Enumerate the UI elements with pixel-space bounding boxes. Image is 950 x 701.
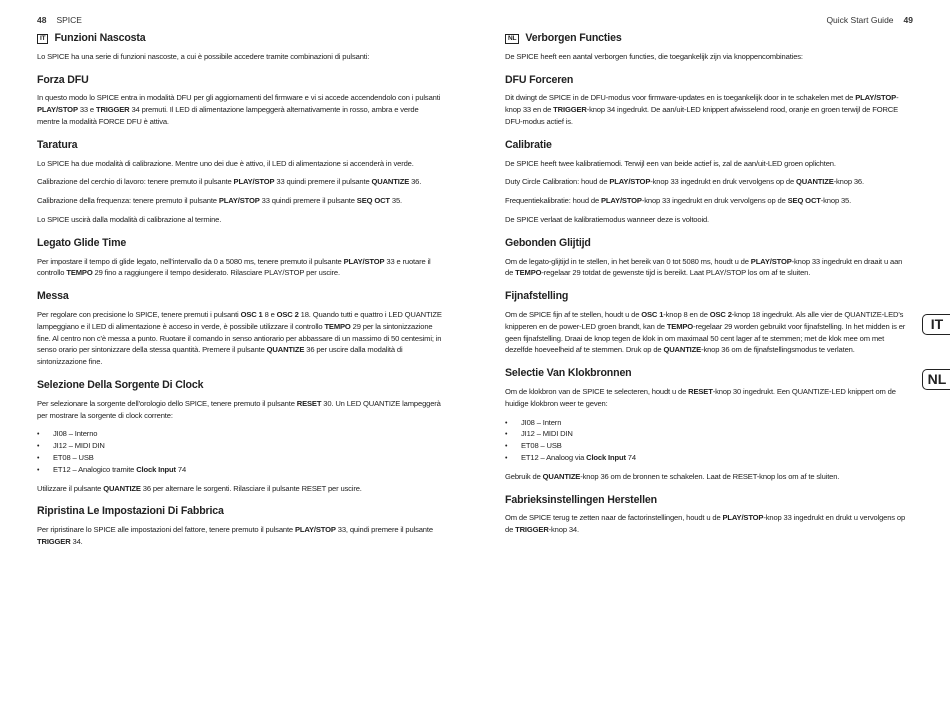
heading-klokbronnen: Selectie Van Klokbronnen: [505, 367, 632, 380]
paragraph: Duty Circle Calibration: houd de PLAY/STOP-knop 33 ingedrukt en druk vervolgens op de QUANTIZE-knop 36.: [505, 177, 864, 187]
paragraph: Om de SPICE terug te zetten naar de factorinstellingen, houdt u de PLAY/STOP-knop 33 ingedrukt en drukt u vervolgens op de TRIGGER-knop 34.: [505, 513, 906, 535]
language-tab-it[interactable]: IT: [922, 314, 950, 335]
heading-clock-source: Selezione Della Sorgente Di Clock: [37, 378, 204, 391]
page-number-right: 49: [903, 15, 913, 25]
heading-glijtijd: Gebonden Glijtijd: [505, 236, 591, 249]
paragraph: Per impostare il tempo di glide legato, nell'intervallo da 0 a 5080 ms, tenere premuto il pulsante PLAY/STOP 33 e ruotare il controllo TEMPO 29 fino a raggiungere il tempo desiderato. Rilasciare PLAY/STOP per uscire.: [37, 256, 431, 278]
heading-legato: Legato Glide Time: [37, 236, 127, 249]
heading-messa: Messa: [37, 290, 69, 303]
list-item: • ET08 – USB: [53, 452, 442, 464]
intro-paragraph: De SPICE heeft een aantal verborgen functies, die toegankelijk zijn via knoppencombinaties:: [505, 51, 803, 61]
paragraph: In questo modo lo SPICE entra in modalità DFU per gli aggiornamenti del firmware e vi si accede accendendolo con i pulsanti PLAY/STOP 33 e TRIGGER 34 premuti. Il LED di alimentazione lampeggerà alternativamente in rosso, ambra e verde mentre la modalità FORCE DFU è attiva.: [37, 93, 441, 126]
paragraph: Gebruik de QUANTIZE-knop 36 om de bronnen te schakelen. Laat de RESET-knop los om af te sluiten.: [505, 471, 840, 481]
paragraph: Calibrazione del cerchio di lavoro: tenere premuto il pulsante PLAY/STOP 33 quindi premere il pulsante QUANTIZE 36.: [37, 177, 422, 187]
heading-forza-dfu: Forza DFU: [37, 73, 89, 86]
paragraph: Lo SPICE ha due modalità di calibrazione. Mentre uno dei due è attivo, il LED di alimentazione si accenderà in verde.: [37, 158, 414, 168]
running-title-left: SPICE: [56, 15, 82, 25]
heading-fijnafstelling: Fijnafstelling: [505, 290, 569, 303]
running-head-left: [37, 15, 82, 25]
section-title: Funzioni Nascosta: [54, 32, 146, 44]
left-page-column: [37, 33, 442, 555]
paragraph: Om de legato-glijtijd in te stellen, in het bereik van 0 tot 5080 ms, houdt u de PLAY/STOP-knop 33 ingedrukt en draait u aan de TEMPO-regelaar 29 totdat de gewenste tijd is bereikt. Laat PLAY/STOP los om af te sluiten.: [505, 256, 903, 278]
running-title-right: Quick Start Guide: [826, 15, 894, 25]
intro-paragraph: Lo SPICE ha una serie di funzioni nascoste, a cui è possibile accedere tramite combinazioni di pulsanti:: [37, 51, 370, 61]
language-badge-nl: NL: [505, 34, 519, 44]
language-tab-nl[interactable]: NL: [922, 369, 950, 390]
heading-taratura: Taratura: [37, 138, 78, 151]
list-item: • JI08 – Interno: [53, 428, 442, 440]
list-item: • JI12 – MIDI DIN: [521, 428, 911, 440]
right-page-column: [505, 33, 911, 543]
heading-dfu: DFU Forceren: [505, 73, 574, 86]
list-item: • JI12 – MIDI DIN: [53, 440, 442, 452]
paragraph: Om de SPICE fijn af te stellen, houdt u de OSC 1-knop 8 en de OSC 2-knop 18 ingedrukt. Als alle vier de QUANTIZE-LED's knipperen en de power-LED groen brandt, kan de TEMPO-regelaar 29 worden gebruikt voor fijnafstelling. In het midden is er geen fijnafstelling. Draai de knop tegen de klok in om maximaal 50 cent lager af te stemmen; met de klok mee om met dezelfde hoeveelheid af te stemmen. Druk op de QUANTIZE-knop 36 om de fijnafstellingsmodus te verlaten.: [505, 309, 906, 355]
paragraph: Calibrazione della frequenza: tenere premuto il pulsante PLAY/STOP 33 quindi premere il pulsante SEQ OCT 35.: [37, 196, 403, 206]
paragraph: Lo SPICE uscirà dalla modalità di calibrazione al termine.: [37, 214, 222, 224]
section-title-row: [505, 33, 911, 45]
paragraph: De SPICE heeft twee kalibratiemodi. Terwijl een van beide actief is, zal de aan/uit-LED groen oplichten.: [505, 158, 836, 168]
list-item: • ET12 – Analoog via Clock Input 74: [521, 452, 911, 464]
paragraph: Om de klokbron van de SPICE te selecteren, houdt u de RESET-knop 30 ingedrukt. Een QUANTIZE-LED knippert om de huidige klokbron weer te geven:: [505, 386, 896, 408]
paragraph: Dit dwingt de SPICE in de DFU-modus voor firmware-updates en is toegankelijk door in te schakelen met de PLAY/STOP-knop 33 en de TRIGGER-knop 34 ingedrukt. De aan/uit-LED knippert afwisselend rood, oranje en groen terwijl de FORCE DFU-modus actief is.: [505, 93, 899, 126]
page-number-left: 48: [37, 15, 47, 25]
list-item: • ET12 – Analogico tramite Clock Input 74: [53, 464, 442, 476]
list-item: • ET08 – USB: [521, 440, 911, 452]
paragraph: Frequentiekalibratie: houd de PLAY/STOP-knop 33 ingedrukt en druk vervolgens op de SEQ OCT-knop 35.: [505, 196, 852, 206]
section-title: Verborgen Functies: [525, 32, 622, 44]
list-item: • JI08 – Intern: [521, 417, 911, 429]
paragraph: Per selezionare la sorgente dell'orologio dello SPICE, tenere premuto il pulsante RESET 30. Un LED QUANTIZE lampeggerà per mostrare la sorgente di clock corrente:: [37, 398, 441, 420]
heading-fabrieksinstellingen: Fabrieksinstellingen Herstellen: [505, 493, 657, 506]
paragraph: De SPICE verlaat de kalibratiemodus wanneer deze is voltooid.: [505, 214, 710, 224]
clock-source-list: [37, 428, 442, 475]
heading-factory-reset: Ripristina Le Impostazioni Di Fabbrica: [37, 505, 224, 518]
heading-calibratie: Calibratie: [505, 138, 552, 151]
paragraph: Per ripristinare lo SPICE alle impostazioni del fattore, tenere premuto il pulsante PLAY/STOP 33, quindi premere il pulsante TRIGGER 34.: [37, 525, 433, 546]
paragraph: Utilizzare il pulsante QUANTIZE 36 per alternare le sorgenti. Rilasciare il pulsante RESET per uscire.: [37, 483, 362, 493]
clock-source-list: [505, 417, 911, 464]
section-title-row: [37, 33, 442, 45]
running-head-right: [826, 15, 913, 25]
language-badge-it: IT: [37, 34, 48, 44]
paragraph: Per regolare con precisione lo SPICE, tenere premuti i pulsanti OSC 1 8 e OSC 2 18. Quando tutti e quattro i LED QUANTIZE lampeggiano e il LED di alimentazione è acceso in verde, è possibile utilizzare il controllo TEMPO 29 per la sintonizzazione fine. Al centro non c'è messa a punto. Ruotare il comando in senso antiorario per abbassare di un massimo di 50 centesimi; in senso orario per sintonizzare della stessa quantità. Premere il pulsante QUANTIZE 36 per uscire dalla modalità di sintonizzazione fine.: [37, 309, 442, 367]
